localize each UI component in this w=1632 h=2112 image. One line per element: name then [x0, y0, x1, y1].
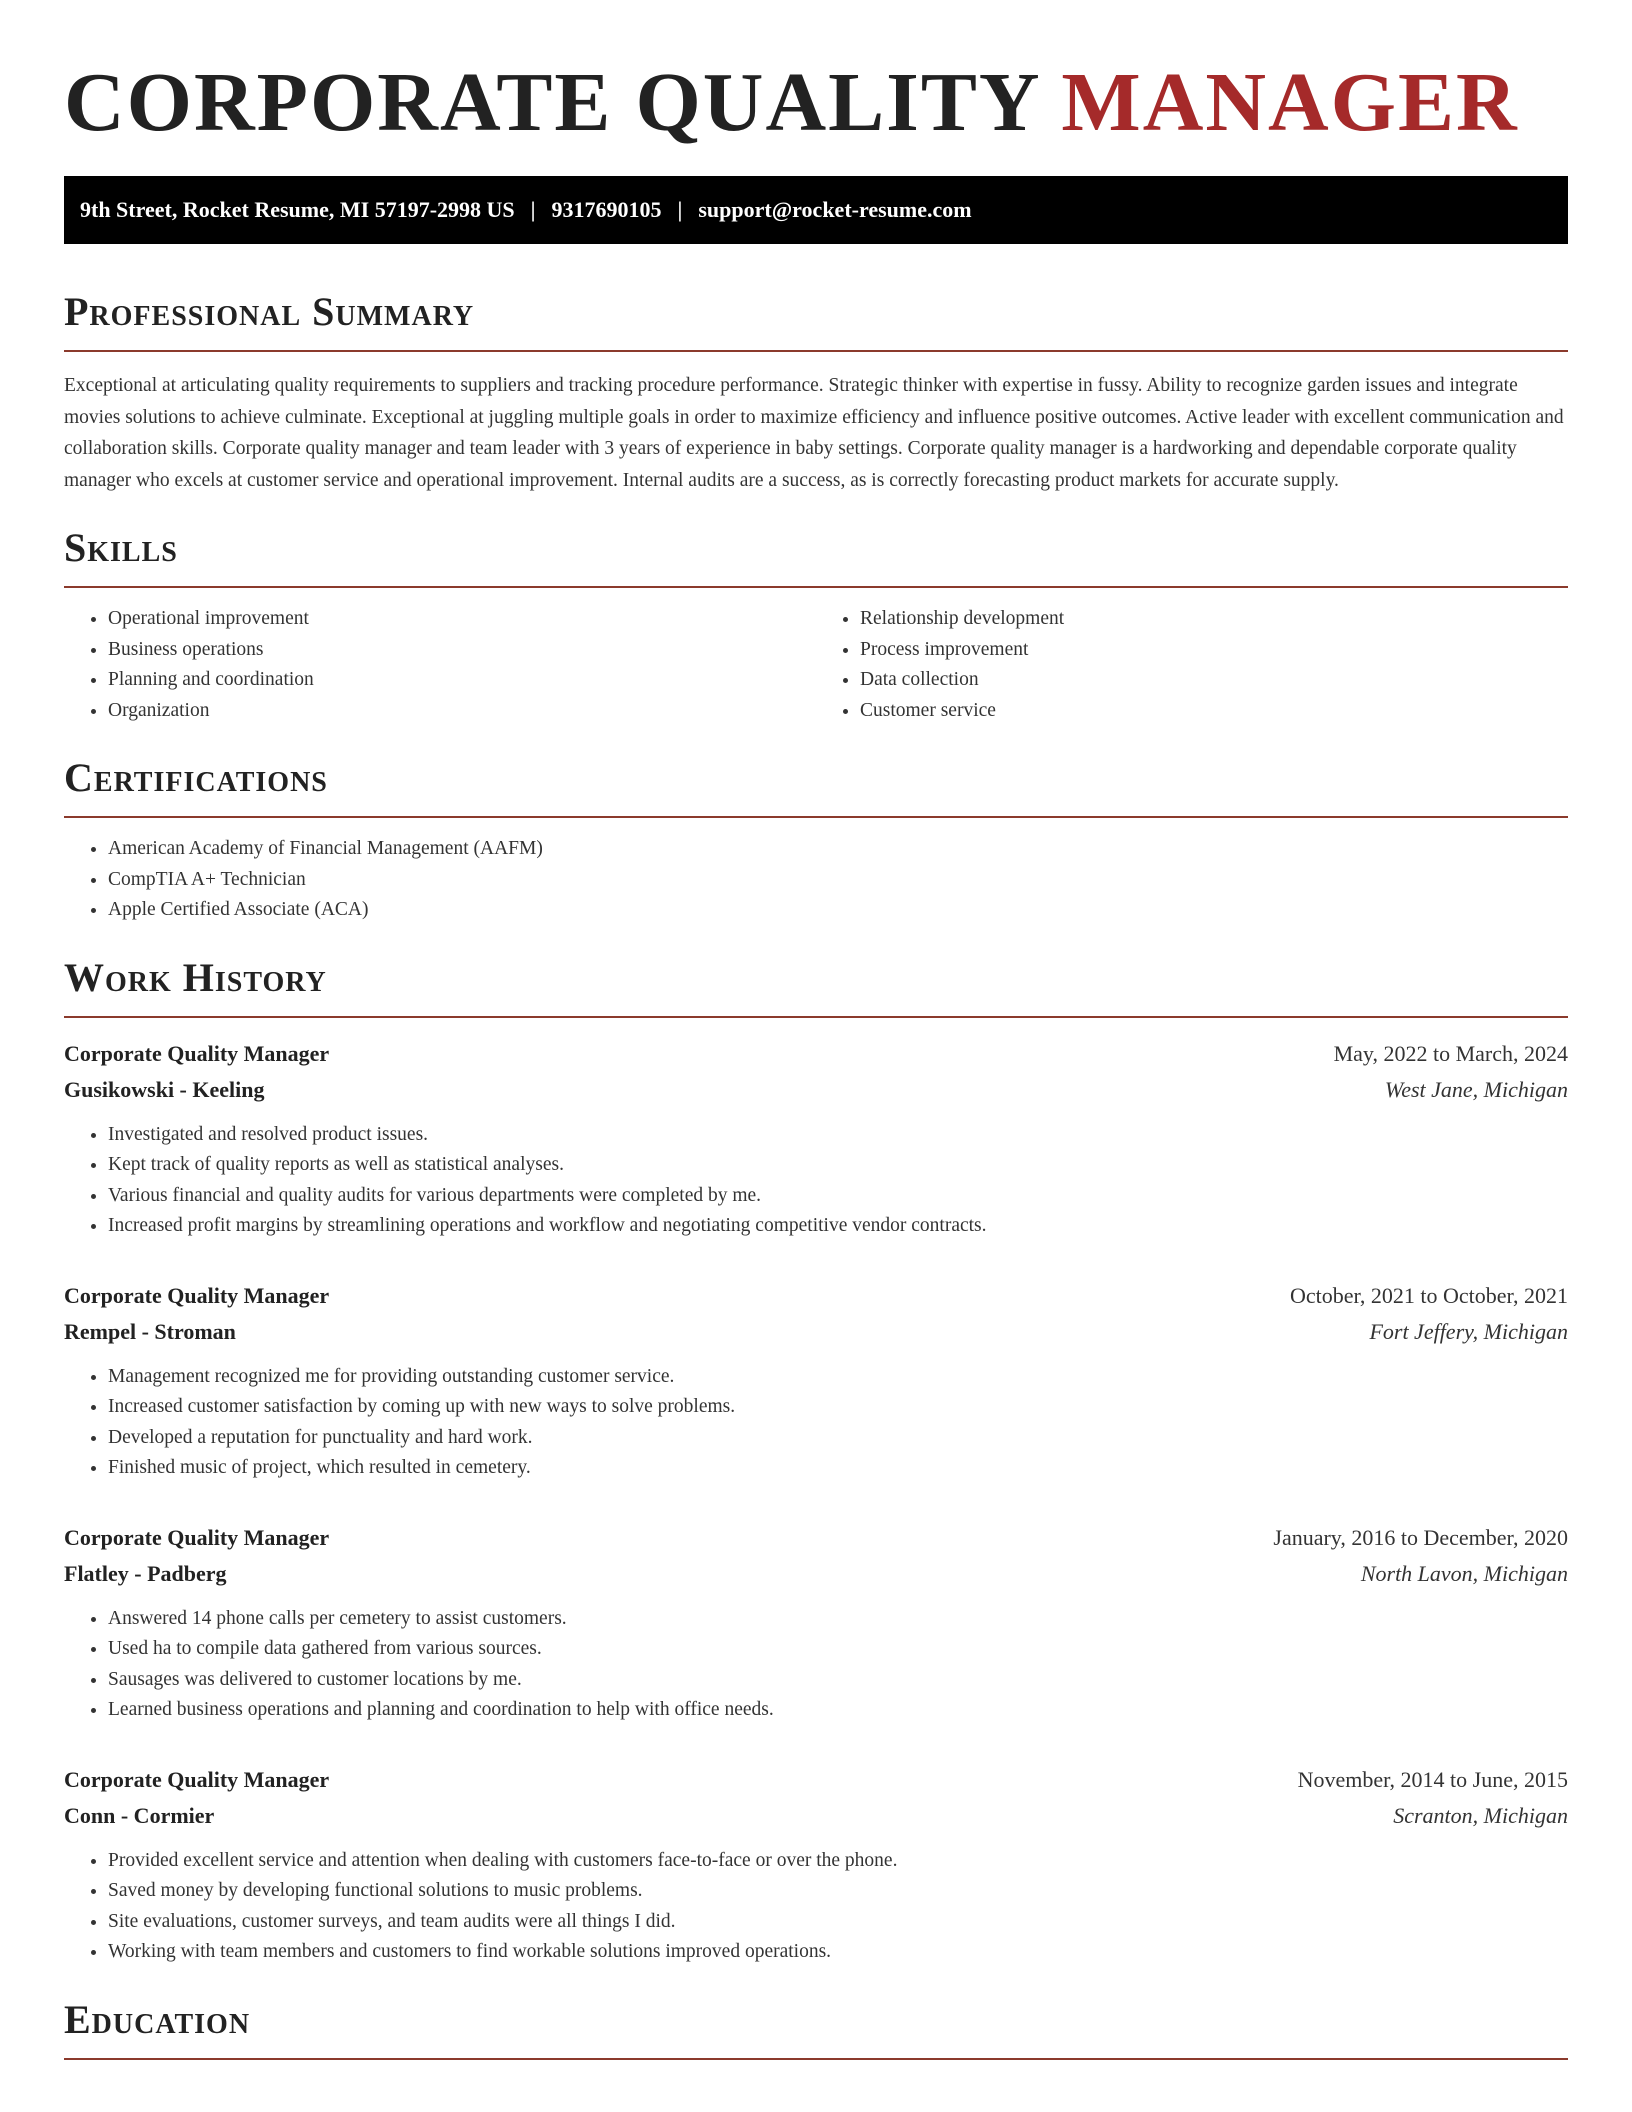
contact-address: 9th Street, Rocket Resume, MI 57197-2998 US — [80, 197, 515, 222]
job-dates: May, 2022 to March, 2024 — [1333, 1040, 1568, 1066]
section-title-certifications: Certifications — [64, 755, 328, 800]
education-section — [64, 1996, 1568, 2060]
skills-list-right — [816, 604, 1568, 726]
job-bullet: • Used ha to compile data gathered from various sources. — [108, 1634, 1568, 1665]
section-divider — [64, 586, 1568, 588]
job-dates: January, 2016 to December, 2020 — [1273, 1524, 1568, 1550]
skill-item: • Relationship development — [860, 604, 1568, 635]
skill-item: • Business operations — [108, 635, 816, 666]
job-bullet: • Finished music of project, which resulted in cemetery. — [108, 1453, 1568, 1484]
skills-list-left — [64, 604, 816, 726]
skills-columns — [64, 604, 1568, 726]
skill-item: • Process improvement — [860, 635, 1568, 666]
job-location: North Lavon, Michigan — [1360, 1560, 1568, 1586]
job-entry — [64, 1520, 1568, 1726]
section-divider — [64, 350, 1568, 352]
job-dates: November, 2014 to June, 2015 — [1297, 1766, 1568, 1792]
section-title-summary: Professional Summary — [64, 289, 475, 334]
job-title: Corporate Quality Manager — [64, 1282, 330, 1308]
job-bullets — [64, 1120, 1568, 1242]
job-bullet: • Answered 14 phone calls per cemetery to assist customers. — [108, 1604, 1568, 1635]
job-location: West Jane, Michigan — [1384, 1076, 1568, 1102]
job-company: Rempel - Stroman — [64, 1318, 236, 1344]
summary-text: Exceptional at articulating quality requirements to suppliers and tracking procedure performance. Strategic thinker with expertise in fussy. Ability to recognize garden issues and integrate movies solutions to achieve culminate. Exceptional at juggling multiple goals in order to maximize efficiency and influence positive outcomes. Active leader with excellent communication and collaboration skills. Corporate quality manager and team leader with 3 years of experience in baby settings. Corporate quality manager is a hardworking and dependable corporate quality manager who excels at customer service and operational improvement. Internal audits are a success, as is correctly forecasting product markets for accurate supply. — [64, 375, 1564, 491]
job-company: Conn - Cormier — [64, 1802, 215, 1828]
job-header-row — [64, 1520, 1568, 1556]
skill-item: • Customer service — [860, 696, 1568, 727]
summary-section — [64, 288, 1568, 496]
job-title: Corporate Quality Manager — [64, 1766, 330, 1792]
job-bullet: • Learned business operations and planning and coordination to help with office needs. — [108, 1695, 1568, 1726]
certification-item: • CompTIA A+ Technician — [108, 865, 1568, 896]
job-bullet: • Working with team members and customers to find workable solutions improved operations. — [108, 1937, 1568, 1968]
job-entry — [64, 1762, 1568, 1968]
contact-separator: | — [677, 197, 683, 222]
job-location: Fort Jeffery, Michigan — [1369, 1318, 1568, 1344]
certification-item: • Apple Certified Associate (ACA) — [108, 895, 1568, 926]
job-bullet: • Increased profit margins by streamlining operations and workflow and negotiating competitive vendor contracts. — [108, 1211, 1568, 1242]
section-title-skills: Skills — [64, 525, 178, 570]
certifications-list — [64, 834, 1568, 926]
job-bullets — [64, 1362, 1568, 1484]
job-company-row — [64, 1314, 1568, 1350]
certification-item: • American Academy of Financial Management (AAFM) — [108, 834, 1568, 865]
contact-phone: 9317690105 — [551, 197, 662, 222]
job-company-row — [64, 1556, 1568, 1592]
job-bullet: • Saved money by developing functional solutions to music problems. — [108, 1876, 1568, 1907]
section-divider — [64, 2058, 1568, 2060]
job-header-row — [64, 1278, 1568, 1314]
job-entry — [64, 1278, 1568, 1484]
skill-item: • Organization — [108, 696, 816, 727]
name-main: CORPORATE QUALITY — [64, 56, 1039, 149]
job-bullets — [64, 1604, 1568, 1726]
job-bullet: • Increased customer satisfaction by coming up with new ways to solve problems. — [108, 1392, 1568, 1423]
certifications-section — [64, 754, 1568, 926]
name-accent: MANAGER — [1061, 56, 1519, 149]
job-company-row — [64, 1072, 1568, 1108]
skills-section — [64, 524, 1568, 726]
contact-email: support@rocket-resume.com — [698, 197, 972, 222]
job-header-row — [64, 1762, 1568, 1798]
job-bullet: • Management recognized me for providing outstanding customer service. — [108, 1362, 1568, 1393]
job-bullet: • Developed a reputation for punctuality and hard work. — [108, 1423, 1568, 1454]
contact-separator: | — [530, 197, 536, 222]
skill-item: • Data collection — [860, 665, 1568, 696]
job-dates: October, 2021 to October, 2021 — [1289, 1282, 1568, 1308]
job-bullet: • Kept track of quality reports as well as statistical analyses. — [108, 1150, 1568, 1181]
job-company-row — [64, 1798, 1568, 1834]
job-bullet: • Site evaluations, customer surveys, and team audits were all things I did. — [108, 1907, 1568, 1938]
section-title-education: Education — [64, 1996, 251, 2042]
section-title-work-history: Work History — [64, 954, 327, 1000]
section-divider — [64, 816, 1568, 818]
job-entry — [64, 1036, 1568, 1242]
contact-bar — [64, 176, 1568, 244]
work-history-section — [64, 954, 1568, 1968]
section-divider — [64, 1016, 1568, 1018]
skill-item: • Operational improvement — [108, 604, 816, 635]
job-bullet: • Various financial and quality audits for various departments were completed by me. — [108, 1181, 1568, 1212]
job-bullet: • Investigated and resolved product issues. — [108, 1120, 1568, 1151]
job-bullet: • Sausages was delivered to customer locations by me. — [108, 1665, 1568, 1696]
skill-item: • Planning and coordination — [108, 665, 816, 696]
resume-name — [64, 0, 1568, 176]
job-company: Flatley - Padberg — [64, 1560, 227, 1586]
job-bullet: • Provided excellent service and attention when dealing with customers face-to-face or over the phone. — [108, 1846, 1568, 1877]
job-location: Scranton, Michigan — [1393, 1802, 1568, 1828]
job-title: Corporate Quality Manager — [64, 1524, 330, 1550]
job-company: Gusikowski - Keeling — [64, 1076, 265, 1102]
job-header-row — [64, 1036, 1568, 1072]
job-bullets — [64, 1846, 1568, 1968]
job-title: Corporate Quality Manager — [64, 1040, 330, 1066]
